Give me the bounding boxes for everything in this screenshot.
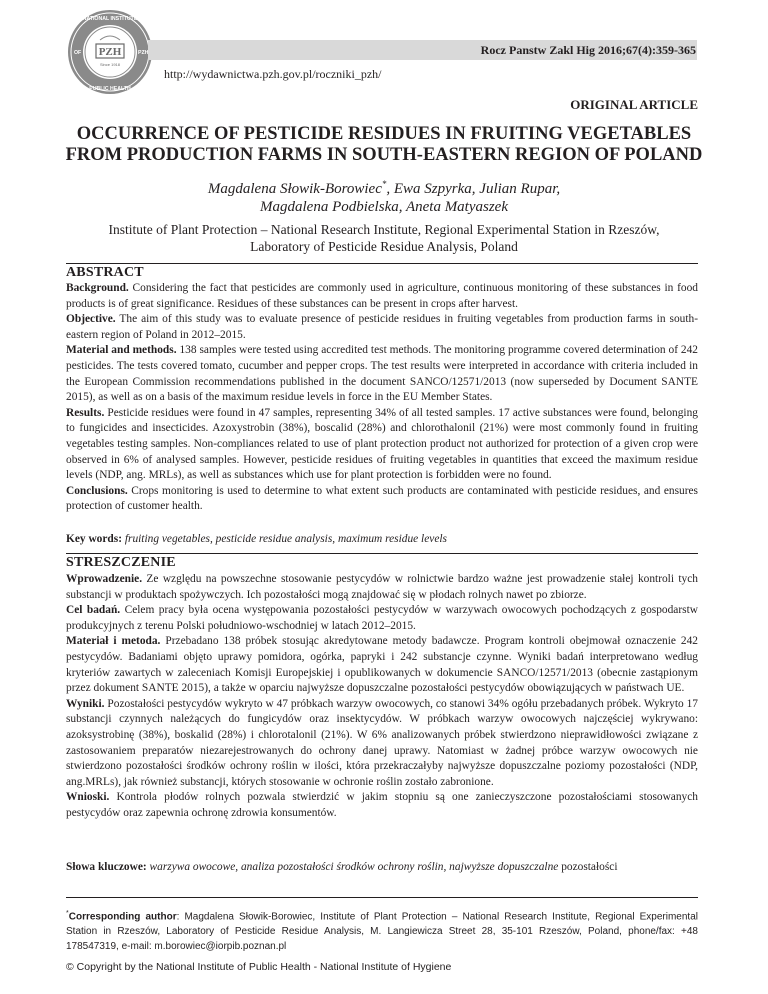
author-list	[60, 175, 708, 216]
authors-line-1-rest: , Ewa Szpyrka, Julian Rupar,	[386, 181, 561, 197]
affiliation-line-2: Laboratory of Pesticide Residue Analysis, Poland	[250, 239, 518, 254]
methods-text: 138 samples were tested using accredited test methods. The monitoring programme covered determination of 242 pesticides. The tests covered tomato, cucumber and pepper crops. The test results were interpreted in accordance with criteria included in the European Commission recommendations published in the document SANCO/12571/2013 (now superseded by Document SANTE 2015), as well as on a basis of the maximum residue levels in force in the EU Member States.	[66, 344, 699, 404]
streszczenie-wyniki	[66, 697, 698, 791]
conclusions-text: Crops monitoring is used to determine to what extent such products are contaminated with pesticide residues, and ensures protection of customer health.	[66, 484, 698, 513]
wnioski-label: Wnioski.	[66, 791, 110, 804]
footnote-text: : Magdalena Słowik-Borowiec, Institute of Plant Protection – National Research Institute, Regional Experimental Station in Rzeszów, Laboratory of Pesticide Residue Analysis, M. Langiewicza Street 28, 35-101 Rzeszów, Poland, phone/fax: +48 178547319, e-mail: m.borowiec@iorpib.poznan.pl	[66, 911, 698, 953]
wyniki-text: Pozostałości pestycydów wykryto w 47 próbkach warzyw owocowych, co stanowi 34% ogółu przebadanych próbek. Wykryto 17 substancji czynnych należących do fungicydów oraz insektycydów. W próbkach warzyw owocowych najczęściej wykrywano: azoksystrobinę (38%), boskalid (28%) i chlorotalonil (21%). W 6% analizowanych próbek stwierdzono nieprawidłowości związane z zastosowaniem preparatów niezarejestrowanych do ochrony danej uprawy. Natomiast w żadnej próbce warzyw owocowych nie stwierdzono pozostałości środków ochrony roślin w ilości, która przekraczałyby najwyższe dopuszczalne poziomy pozostałości (NDP, ang.MRLs), jak również substancji, których stosowanie w ochronie roślin zostało zabronione.	[66, 697, 698, 788]
svg-text:PZH: PZH	[98, 46, 122, 58]
material-label: Materiał i metoda.	[66, 635, 161, 648]
abstract-methods	[66, 343, 698, 405]
journal-logo-seal	[66, 8, 154, 96]
svg-text:NATIONAL INSTITUTE: NATIONAL INSTITUTE	[82, 16, 138, 22]
wprowadzenie-label: Wprowadzenie.	[66, 573, 143, 585]
svg-text:PZH: PZH	[138, 50, 149, 56]
results-text: Pesticide residues were found in 47 samples, representing 34% of all tested samples. 17 active substances were found, belonging to fungicides and insecticides. Azoxystrobin (38%), boscalid (28%) and chlorothalonil (21%) were most commonly found in fruiting vegetables testing samples. Non-compliances related to use of plant protection product not authorized for protection of a given crop were observed in 6% of analysed samples. However, pesticide residues of fruiting vegetables in quantities that exceed the maximum residue levels (NDP, ang. MRLs), as well as substances which use for plant protection is forbidden were no found.	[66, 406, 698, 482]
streszczenie-keywords	[66, 860, 698, 875]
slowa-kluczowe-label: Słowa kluczowe:	[66, 861, 147, 873]
title-line-2: FROM PRODUCTION FARMS IN SOUTH-EASTERN REGION OF POLAND	[65, 145, 703, 165]
objective-text: The aim of this study was to evaluate presence of pesticide residues in fruiting vegetables from production farms in south-eastern region of Poland in 2012–2015.	[66, 313, 698, 341]
corresponding-author-footnote	[66, 906, 698, 954]
abstract-heading: ABSTRACT	[66, 265, 144, 280]
copyright-notice: © Copyright by the National Institute of Public Health - National Institute of Hygiene	[66, 961, 452, 973]
results-label: Results.	[66, 406, 105, 419]
methods-label: Material and methods.	[66, 344, 177, 357]
abstract-background	[66, 281, 698, 312]
section-divider	[66, 553, 698, 554]
wprowadzenie-text: Ze względu na powszechne stosowanie pestycydów w rolnictwie bardzo ważne jest prowadzenie stałej kontroli tych substancji w produktach spożywczych. Ich pozostałości mogą znajdować się w płodach rolnych nawet po zbiorze.	[66, 573, 698, 601]
article-title	[60, 124, 708, 166]
abstract-keywords	[66, 532, 698, 547]
svg-text:OF: OF	[74, 50, 82, 56]
article-type-label: ORIGINAL ARTICLE	[570, 97, 698, 112]
wnioski-text: Kontrola płodów rolnych pozwala stwierdzić w jakim stopniu są one zanieczyszczone pozostałościami stosowanych pestycydów oraz zapewnia ochronę zdrowia konsumentów.	[66, 791, 698, 819]
keywords-label: Key words:	[66, 533, 122, 545]
footnote-divider	[66, 897, 698, 898]
cel-label: Cel badań.	[66, 604, 121, 617]
cel-text: Celem pracy była ocena występowania pozostałości pestycydów w warzywach owocowych pochodzących z gospodarstw produkcyjnych z terenu Polski południowo-wschodniej w latach 2012–2015.	[66, 604, 698, 632]
streszczenie-cel	[66, 603, 698, 634]
abstract-body	[66, 281, 698, 515]
slowa-kluczowe-tail: pozostałości	[561, 861, 618, 873]
objective-label: Objective.	[66, 313, 116, 326]
svg-text:PUBLIC HEALTH: PUBLIC HEALTH	[89, 86, 131, 92]
keywords-text: fruiting vegetables, pesticide residue analysis, maximum residue levels	[122, 533, 447, 545]
streszczenie-heading: STRESZCZENIE	[66, 555, 176, 570]
section-divider	[66, 263, 698, 264]
streszczenie-material	[66, 634, 698, 696]
streszczenie-wnioski	[66, 790, 698, 821]
corresponding-author-name: Magdalena Słowik-Borowiec	[207, 181, 382, 197]
corresponding-author-mark: *	[381, 179, 387, 189]
journal-url-link[interactable]: http://wydawnictwa.pzh.gov.pl/roczniki_pzh/	[164, 67, 382, 81]
abstract-conclusions	[66, 484, 698, 515]
wyniki-label: Wyniki.	[66, 697, 105, 710]
affiliation	[60, 221, 708, 255]
footnote-label: Corresponding author	[68, 911, 177, 923]
slowa-kluczowe-text: warzywa owocowe, analiza pozostałości środków ochrony roślin, najwyższe dopuszczalne	[146, 861, 562, 873]
background-label: Background.	[66, 282, 129, 294]
streszczenie-body	[66, 572, 698, 822]
background-text: Considering the fact that pesticides are commonly used in agriculture, continuous monitoring of these substances in food products is of great significance. Residues of these substances can be present in crops after harvest.	[66, 282, 698, 310]
title-line-1: OCCURRENCE OF PESTICIDE RESIDUES IN FRUITING VEGETABLES	[76, 124, 692, 144]
svg-text:Since 1918: Since 1918	[99, 62, 121, 67]
abstract-results	[66, 406, 698, 484]
streszczenie-wprowadzenie	[66, 572, 698, 603]
journal-citation: Rocz Panstw Zakl Hig 2016;67(4):359-365	[480, 43, 696, 57]
abstract-objective	[66, 312, 698, 343]
affiliation-line-1: Institute of Plant Protection – National Research Institute, Regional Experimental Station in Rzeszów,	[108, 222, 660, 237]
footnote-mark: *	[66, 910, 69, 917]
authors-line-2: Magdalena Podbielska, Aneta Matyaszek	[260, 199, 508, 215]
conclusions-label: Conclusions.	[66, 484, 128, 497]
material-text: Przebadano 138 próbek stosując akredytowane metody badawcze. Program kontroli obejmował oznaczenie 242 pestycydów. Badaniami objęto uprawy pomidora, ogórka, papryki i 242 substancje czynne. Wyniki badań interpretowano według kryteriów zawartych w zaleceniach Komisji Europejskiej i opublikowanych w dokumencie SANCO/12571/2013 (obecnie zastąpionym przez dokument SANTE 2015), a także w oparciu najwyższe dopuszczalne pozostałości pestycydów obowiązujących w państwach UE.	[66, 635, 698, 695]
